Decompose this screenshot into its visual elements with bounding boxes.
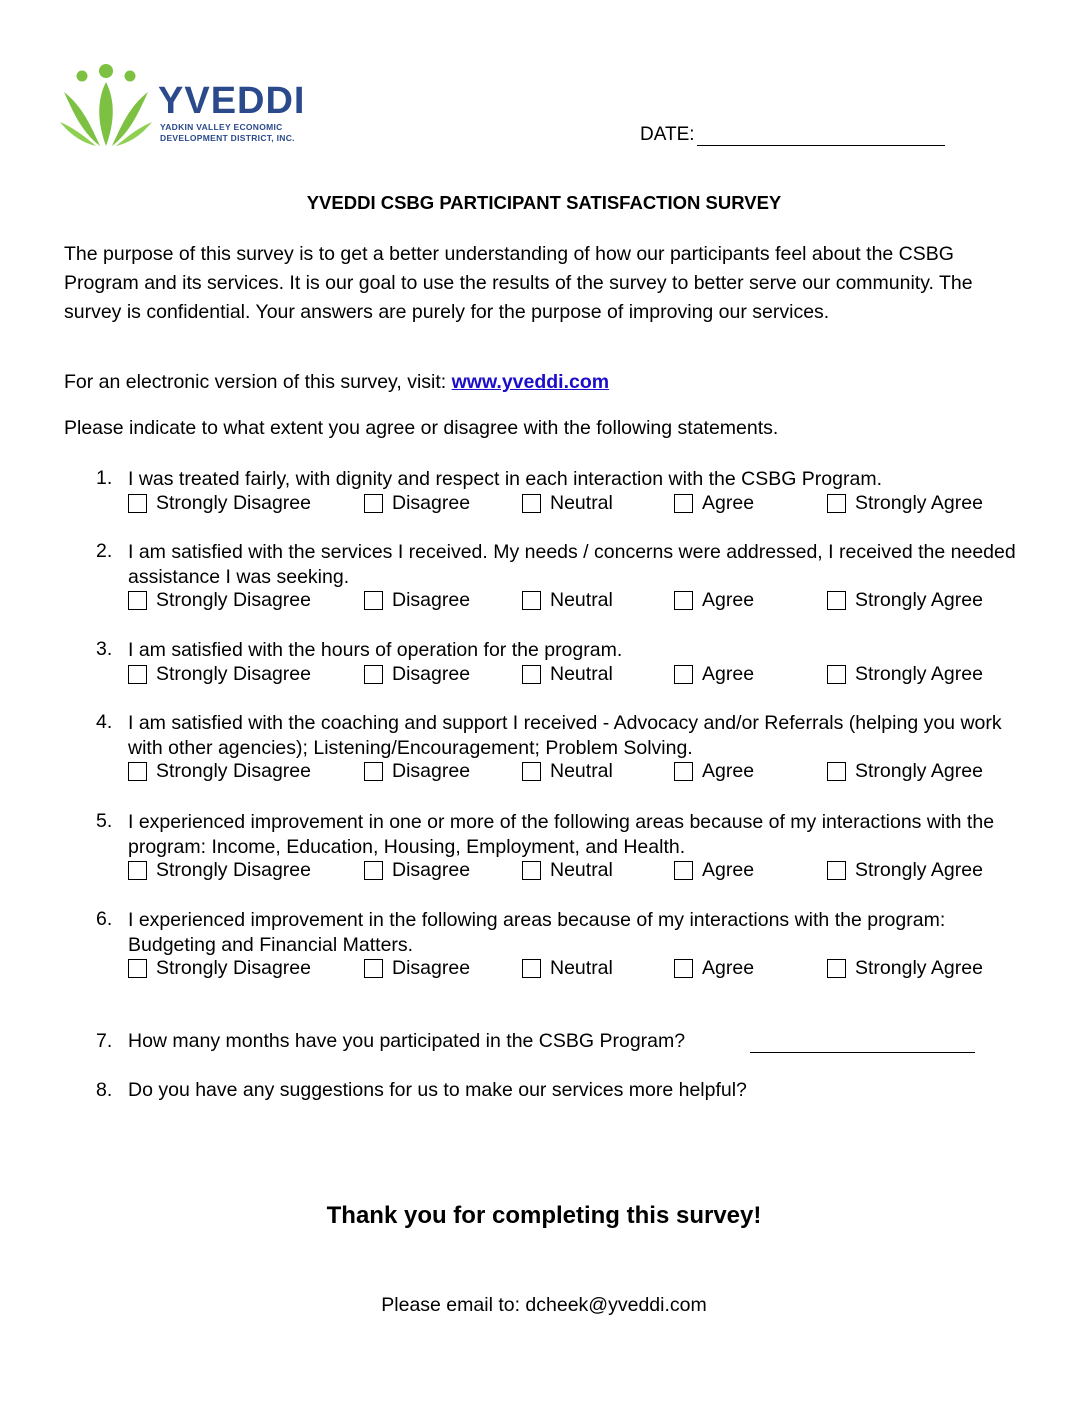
checkbox[interactable] <box>522 665 541 684</box>
electronic-version-line <box>64 371 609 394</box>
option-agree[interactable] <box>674 492 754 515</box>
option-label: Strongly Disagree <box>156 589 311 611</box>
option-agree[interactable] <box>674 859 754 882</box>
checkbox[interactable] <box>522 591 541 610</box>
option-label: Disagree <box>392 491 471 514</box>
option-label: Neutral <box>550 662 613 685</box>
checkbox[interactable] <box>128 861 147 880</box>
checkbox[interactable] <box>364 762 383 781</box>
option-label: Neutral <box>550 491 613 514</box>
option-agree[interactable] <box>674 957 754 980</box>
yveddi-logo <box>60 62 320 148</box>
instruction-text: Please indicate to what extent you agree or disagree with the following statements. <box>64 417 779 439</box>
question-text: How many months have you participated in the CSBG Program? <box>128 1030 686 1052</box>
checkbox[interactable] <box>128 762 147 781</box>
option-strongly-disagree[interactable] <box>128 492 311 515</box>
logo-subtitle: YADKIN VALLEY ECONOMIC DEVELOPMENT DISTRICT, INC. <box>160 122 295 143</box>
checkbox[interactable] <box>674 861 693 880</box>
checkbox[interactable] <box>364 665 383 684</box>
option-neutral[interactable] <box>522 957 613 980</box>
option-neutral[interactable] <box>522 859 613 882</box>
option-neutral[interactable] <box>522 760 613 783</box>
option-label: Strongly Agree <box>855 662 983 685</box>
option-label: Disagree <box>392 760 471 782</box>
months-answer-line[interactable] <box>750 1052 975 1053</box>
checkbox[interactable] <box>364 959 383 978</box>
question-1 <box>96 467 1036 517</box>
option-strongly-agree[interactable] <box>827 859 983 882</box>
option-label: Strongly Disagree <box>156 859 311 881</box>
rating-options <box>128 859 1036 884</box>
website-link[interactable]: www.yveddi.com <box>451 371 610 393</box>
date-field <box>640 124 945 146</box>
option-label: Neutral <box>550 589 613 611</box>
option-label: Agree <box>702 859 755 881</box>
question-number: 2. <box>96 540 113 562</box>
date-label: DATE: <box>640 124 695 145</box>
checkbox[interactable] <box>522 494 541 513</box>
checkbox[interactable] <box>364 494 383 513</box>
option-strongly-disagree[interactable] <box>128 760 311 783</box>
option-label: Disagree <box>392 859 471 881</box>
checkbox[interactable] <box>674 591 693 610</box>
option-disagree[interactable] <box>364 663 470 686</box>
checkbox[interactable] <box>128 494 147 513</box>
option-agree[interactable] <box>674 589 754 612</box>
checkbox[interactable] <box>827 762 846 781</box>
option-strongly-disagree[interactable] <box>128 663 311 686</box>
rating-options <box>128 492 1036 517</box>
option-strongly-disagree[interactable] <box>128 859 311 882</box>
checkbox[interactable] <box>827 591 846 610</box>
thank-you-message: Thank you for completing this survey! <box>326 1202 762 1229</box>
checkbox[interactable] <box>674 762 693 781</box>
checkbox[interactable] <box>827 665 846 684</box>
option-label: Neutral <box>550 859 613 881</box>
rating-options <box>128 760 1036 785</box>
rating-options <box>128 663 1036 688</box>
option-label: Strongly Disagree <box>156 957 311 979</box>
question-number: 1. <box>96 467 113 489</box>
option-label: Disagree <box>392 957 471 979</box>
checkbox[interactable] <box>674 665 693 684</box>
option-label: Strongly Disagree <box>156 491 311 514</box>
option-label: Strongly Agree <box>855 589 983 611</box>
rating-options <box>128 957 1036 982</box>
question-text: I experienced improvement in one or more of the following areas because of my interactions with the program: Income, Education, Housing, Employment, and Health. <box>128 811 995 858</box>
option-label: Neutral <box>550 957 613 979</box>
intro-paragraph: The purpose of this survey is to get a better understanding of how our participants feel about the CSBG Program and its services. It is our goal to use the results of the survey to better serve our community. The survey is confidential. Your answers are purely for the purpose of improving our services. <box>64 243 973 323</box>
option-label: Strongly Agree <box>855 957 983 979</box>
checkbox[interactable] <box>364 861 383 880</box>
option-strongly-agree[interactable] <box>827 589 983 612</box>
checkbox[interactable] <box>674 494 693 513</box>
option-label: Strongly Agree <box>855 491 983 514</box>
option-strongly-disagree[interactable] <box>128 957 311 980</box>
checkbox[interactable] <box>128 959 147 978</box>
question-number: 7. <box>96 1030 113 1052</box>
checkbox[interactable] <box>674 959 693 978</box>
question-5 <box>96 810 1036 884</box>
option-disagree[interactable] <box>364 492 470 515</box>
question-text: Do you have any suggestions for us to make our services more helpful? <box>128 1079 747 1101</box>
option-neutral[interactable] <box>522 589 613 612</box>
option-strongly-agree[interactable] <box>827 760 983 783</box>
checkbox[interactable] <box>364 591 383 610</box>
logo-wordmark: YVEDDI <box>158 80 306 122</box>
checkbox[interactable] <box>522 762 541 781</box>
checkbox[interactable] <box>128 591 147 610</box>
option-neutral[interactable] <box>522 492 613 515</box>
checkbox[interactable] <box>827 494 846 513</box>
option-disagree[interactable] <box>364 859 470 882</box>
option-label: Neutral <box>550 760 613 782</box>
question-6 <box>96 908 1036 982</box>
option-label: Agree <box>702 589 755 611</box>
option-disagree[interactable] <box>364 589 470 612</box>
option-label: Agree <box>702 662 755 685</box>
option-neutral[interactable] <box>522 663 613 686</box>
question-2 <box>96 540 1036 614</box>
option-label: Agree <box>702 491 755 514</box>
email-instruction: Please email to: dcheek@yveddi.com <box>381 1294 707 1316</box>
option-disagree[interactable] <box>364 760 470 783</box>
question-8 <box>96 1079 747 1102</box>
question-text: I experienced improvement in the following areas because of my interactions with the program: Budgeting and Financial Matters. <box>128 909 946 956</box>
question-7 <box>96 1030 685 1053</box>
survey-title: YVEDDI CSBG PARTICIPANT SATISFACTION SURVEY <box>306 192 782 213</box>
date-blank-line[interactable] <box>697 125 945 146</box>
question-number: 8. <box>96 1079 113 1101</box>
question-4 <box>96 711 1036 785</box>
option-label: Disagree <box>392 589 471 611</box>
option-strongly-agree[interactable] <box>827 957 983 980</box>
question-number: 5. <box>96 810 113 832</box>
rating-options <box>128 589 1036 614</box>
option-strongly-disagree[interactable] <box>128 589 311 612</box>
question-text: I was treated fairly, with dignity and respect in each interaction with the CSBG Program. <box>128 468 882 490</box>
option-label: Strongly Disagree <box>156 760 311 782</box>
option-strongly-agree[interactable] <box>827 663 983 686</box>
option-agree[interactable] <box>674 760 754 783</box>
option-label: Disagree <box>392 662 471 685</box>
checkbox[interactable] <box>522 861 541 880</box>
question-text: I am satisfied with the coaching and support I received - Advocacy and/or Referrals (helping you work with other agencies); Listening/Encouragement; Problem Solving. <box>128 712 1002 759</box>
option-strongly-agree[interactable] <box>827 492 983 515</box>
option-label: Strongly Agree <box>855 859 983 881</box>
checkbox[interactable] <box>522 959 541 978</box>
option-agree[interactable] <box>674 663 754 686</box>
question-3 <box>96 638 1036 688</box>
sprout-people-icon <box>60 62 152 148</box>
question-text: I am satisfied with the services I received. My needs / concerns were addressed, I received the needed assistance I was seeking. <box>128 541 1016 588</box>
checkbox[interactable] <box>128 665 147 684</box>
option-label: Strongly Agree <box>855 760 983 782</box>
question-text: I am satisfied with the hours of operation for the program. <box>128 639 623 661</box>
question-number: 6. <box>96 908 113 930</box>
option-disagree[interactable] <box>364 957 470 980</box>
option-label: Strongly Disagree <box>156 662 311 685</box>
question-number: 4. <box>96 711 113 733</box>
checkbox[interactable] <box>827 959 846 978</box>
electronic-prefix: For an electronic version of this survey, visit: <box>64 371 452 393</box>
option-label: Agree <box>702 760 755 782</box>
question-number: 3. <box>96 638 113 660</box>
checkbox[interactable] <box>827 861 846 880</box>
option-label: Agree <box>702 957 755 979</box>
